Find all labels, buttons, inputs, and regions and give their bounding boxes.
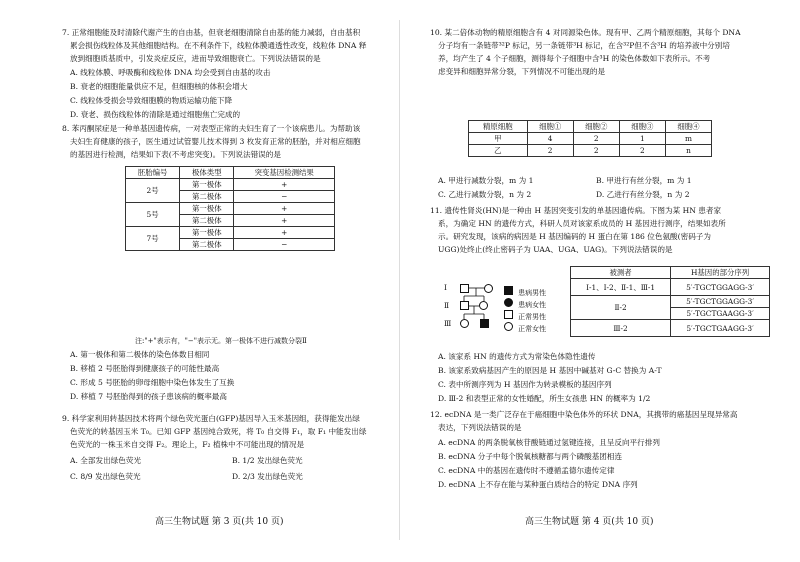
- q8-table: [125, 166, 335, 251]
- table-header: 细胞④: [665, 121, 711, 133]
- table-cell: 5′-TGCTGAAGG-3′: [671, 320, 770, 337]
- q11-option: B. 该家系致病基因产生的原因是 H 基因中碱基对 G-C 替换为 A-T: [438, 366, 662, 375]
- table-header: 精原细胞: [469, 121, 528, 133]
- table-row: [571, 320, 770, 337]
- generation-label: Ⅲ: [444, 319, 452, 328]
- legend-normal-female-icon: [504, 322, 513, 331]
- legend-label: 正常男性: [518, 313, 547, 321]
- table-cell: Ⅰ-1、Ⅰ-2、Ⅱ-1、Ⅲ-1: [571, 279, 671, 296]
- legend-label: 患病女性: [518, 301, 547, 309]
- q9-option: C. 8/9 发出绿色荧光: [70, 472, 141, 481]
- table-header: 突变基因检测结果: [234, 167, 335, 179]
- q12-option: C. ecDNA 中的基因在遗传时不遵循孟德尔遗传定律: [438, 466, 615, 475]
- q9-option: D. 2/3 发出绿色荧光: [232, 472, 303, 481]
- legend-label: 正常女性: [518, 325, 547, 333]
- table-cell: +: [234, 203, 335, 215]
- table-header: H基因的部分序列: [671, 267, 770, 279]
- pedigree-male-normal: [460, 301, 469, 310]
- table-cell: 2: [573, 145, 619, 157]
- table-cell: 5′-TGCTGAAGG-3′: [671, 308, 770, 320]
- q10-option: B. 甲进行有丝分裂，m 为 1: [596, 176, 692, 185]
- q10-option: A. 甲进行减数分裂，m 为 1: [438, 176, 534, 185]
- table-row: [126, 227, 335, 239]
- table-cell: 4: [527, 133, 573, 145]
- table-row: [126, 203, 335, 215]
- q7-line: 放到细胞质基质中，引发炎症反应，进而导致细胞衰亡。下列说法错误的是: [70, 54, 321, 63]
- table-cell: 甲: [469, 133, 528, 145]
- q9-option: A. 全部发出绿色荧光: [70, 456, 142, 465]
- table-cell: 5′-TGCTGGAGG-3′: [671, 279, 770, 296]
- q10-line: 10. 某二倍体动物的精原细胞含有 4 对同源染色体。现有甲、乙两个精原细胞，其每个 DNA: [430, 28, 741, 37]
- table-cell: −: [234, 239, 335, 251]
- table-cell: 1: [619, 133, 665, 145]
- table-cell: +: [234, 215, 335, 227]
- pedigree-legend: [504, 280, 547, 333]
- q8-line: 8. 苯丙酮尿症是一种单基因遗传病，一对表型正常的夫妇生育了一个该病患儿。为帮助该: [62, 124, 361, 133]
- table-cell: 第二极体: [180, 215, 234, 227]
- table-row: [469, 133, 712, 145]
- q8-option: B. 移植 2 号胚胎得到健康孩子的可能性最高: [70, 364, 220, 373]
- table-row: [571, 279, 770, 296]
- table-cell: 7号: [126, 227, 180, 251]
- q11-line: UGG)处终止(终止密码子为 UAA、UGA、UAG)。下列说法错误的是: [438, 245, 673, 254]
- table-cell: Ⅱ-2: [571, 296, 671, 320]
- q7-option: B. 衰老的细胞能量供应不足，但细胞核的体积会增大: [70, 82, 248, 91]
- q8-line: 夫妇生育健康的孩子，医生通过试管婴儿技术得到 3 枚发育正常的胚胎，并对相应细胞: [70, 137, 361, 146]
- pedigree-female-normal: [479, 301, 488, 310]
- q8-option: D. 移植 7 号胚胎得到的孩子患该病的概率最高: [70, 392, 227, 401]
- q11-table: [570, 266, 770, 337]
- table-cell: 5′-TGCTGGAGG-3′: [671, 296, 770, 308]
- q12-option: A. ecDNA 的两条脱氧核苷酸链通过氢键连接，且呈反向平行排列: [438, 438, 660, 447]
- q10-option: D. 乙进行有丝分裂，n 为 2: [596, 190, 690, 199]
- q10-table: [468, 120, 712, 157]
- q12-option: D. ecDNA 上不存在能与某种蛋白质结合的特定 DNA 序列: [438, 480, 638, 489]
- table-cell: 第一极体: [180, 227, 234, 239]
- table-cell: 乙: [469, 145, 528, 157]
- q11-line: 11. 遗传性肾炎(HN)是一种由 H 基因突变引发的单基因遗传病。下图为某 HN 患者家: [430, 206, 722, 215]
- q11-option: C. 表中所测序列为 H 基因作为转录模板的基因序列: [438, 380, 612, 389]
- table-cell: Ⅲ-2: [571, 320, 671, 337]
- table-cell: 2: [527, 145, 573, 157]
- table-cell: n: [665, 145, 711, 157]
- q8-option: C. 形成 5 号胚胎的卵母细胞中染色体发生了互换: [70, 378, 235, 387]
- table-cell: 第一极体: [180, 179, 234, 191]
- q11-option: A. 该家系 HN 的遗传方式为常染色体隐性遗传: [438, 352, 596, 361]
- q12-option: B. ecDNA 分子中每个脱氧核糖都与两个磷酸基团相连: [438, 452, 623, 461]
- table-header: 胚胎编号: [126, 167, 180, 179]
- table-cell: 第二极体: [180, 191, 234, 203]
- q7-option: A. 线粒体膜、呼吸酶和线粒体 DNA 均会受到自由基的攻击: [70, 68, 271, 77]
- table-cell: +: [234, 227, 335, 239]
- table-cell: 5号: [126, 203, 180, 227]
- q11-line: 示。研究发现，该病的病因是 H 基因编码的 H 蛋白在第 186 位色氨酸(密码子为: [438, 232, 711, 241]
- page-footer: 高三生物试题 第 4 页(共 10 页): [525, 517, 654, 527]
- table-header: 被测者: [571, 267, 671, 279]
- table-cell: 第一极体: [180, 203, 234, 215]
- table-cell: 2: [573, 133, 619, 145]
- q10-line: 虑变异和细胞异常分裂，下列情况不可能出现的是: [438, 67, 606, 76]
- legend-label: 患病男性: [518, 289, 547, 297]
- table-cell: −: [234, 191, 335, 203]
- table-cell: +: [234, 179, 335, 191]
- pedigree-female-normal: [484, 284, 493, 293]
- table-row: [469, 145, 712, 157]
- pedigree-female-normal: [460, 319, 469, 328]
- table-row: [126, 179, 335, 191]
- table-cell: 第二极体: [180, 239, 234, 251]
- table-cell: 2: [619, 145, 665, 157]
- pedigree-male-affected: [480, 319, 489, 328]
- q8-table-note: 注:"+"表示有，"−"表示无。第一极体不进行减数分裂Ⅱ: [135, 337, 307, 345]
- q9-line: 色荧光的一株玉米自交得 F₂。理论上，F₂ 植株中不可能出现的情况是: [70, 440, 305, 449]
- table-header: 细胞③: [619, 121, 665, 133]
- q7-option: C. 线粒体受损会导致细胞膜的物质运输功能下降: [70, 96, 233, 105]
- table-row: [571, 296, 770, 308]
- q7-option: D. 衰老、损伤线粒体的清除是通过细胞焦亡完成的: [70, 110, 241, 119]
- q12-line: 12. ecDNA 是一类广泛存在于癌细胞中染色体外的环状 DNA，其携带的癌基因呈现异常高: [430, 410, 738, 419]
- q9-line: 9. 科学家利用转基因技术将两个绿色荧光蛋白(GFP)基因导入玉米基因组，获得能发出绿: [62, 414, 360, 423]
- q9-option: B. 1/2 发出绿色荧光: [232, 456, 303, 465]
- table-header: 极体类型: [180, 167, 234, 179]
- table-cell: 2号: [126, 179, 180, 203]
- q8-line: 的基因进行检测，结果如下表(不考虑突变)。下列说法错误的是: [70, 150, 281, 159]
- q8-option: A. 第一极体和第二极体的染色体数目相同: [70, 350, 210, 359]
- q10-line: 养，均产生了 4 个子细胞，测得每个子细胞中含³H 的染色体数如下表所示。不考: [438, 54, 711, 63]
- page-4: [400, 0, 800, 562]
- q11-option: D. Ⅲ-2 和表型正常的女性婚配，所生女孩患 HN 的概率为 1/2: [438, 394, 651, 403]
- pedigree-male-normal: [460, 284, 469, 293]
- q11-line: 系，为确定 HN 的遗传方式，科研人员对该家系成员的 H 基因进行测序，结果如表所: [438, 219, 726, 228]
- q10-option: C. 乙进行减数分裂，n 为 2: [438, 190, 532, 199]
- q12-line: 表达，下列说法错误的是: [438, 423, 522, 432]
- q9-line: 色荧光的转基因玉米 T₀。已知 GFP 基因纯合致死，将 T₀ 自交得 F₁，取 F₁ 中能发出绿: [70, 427, 367, 436]
- table-header: 细胞②: [573, 121, 619, 133]
- generation-label: Ⅱ: [444, 301, 450, 310]
- table-header: 细胞①: [527, 121, 573, 133]
- q7-line: 7. 正常细胞能及时清除代谢产生的自由基，但衰老细胞清除自由基的能力减弱，自由基积: [62, 28, 361, 37]
- table-cell: m: [665, 133, 711, 145]
- pedigree-chart: [444, 280, 564, 350]
- page-footer: 高三生物试题 第 3 页(共 10 页): [155, 517, 284, 527]
- q10-line: 分子均有一条链带³²P 标记，另一条链带³H 标记，在含³²P但不含³H 的培养液中分别培: [438, 41, 730, 50]
- generation-label: Ⅰ: [444, 283, 447, 292]
- q7-line: 累会损伤线粒体及其他细胞结构。在不利条件下，线粒体膜通透性改变，线粒体 DNA 释: [70, 41, 367, 50]
